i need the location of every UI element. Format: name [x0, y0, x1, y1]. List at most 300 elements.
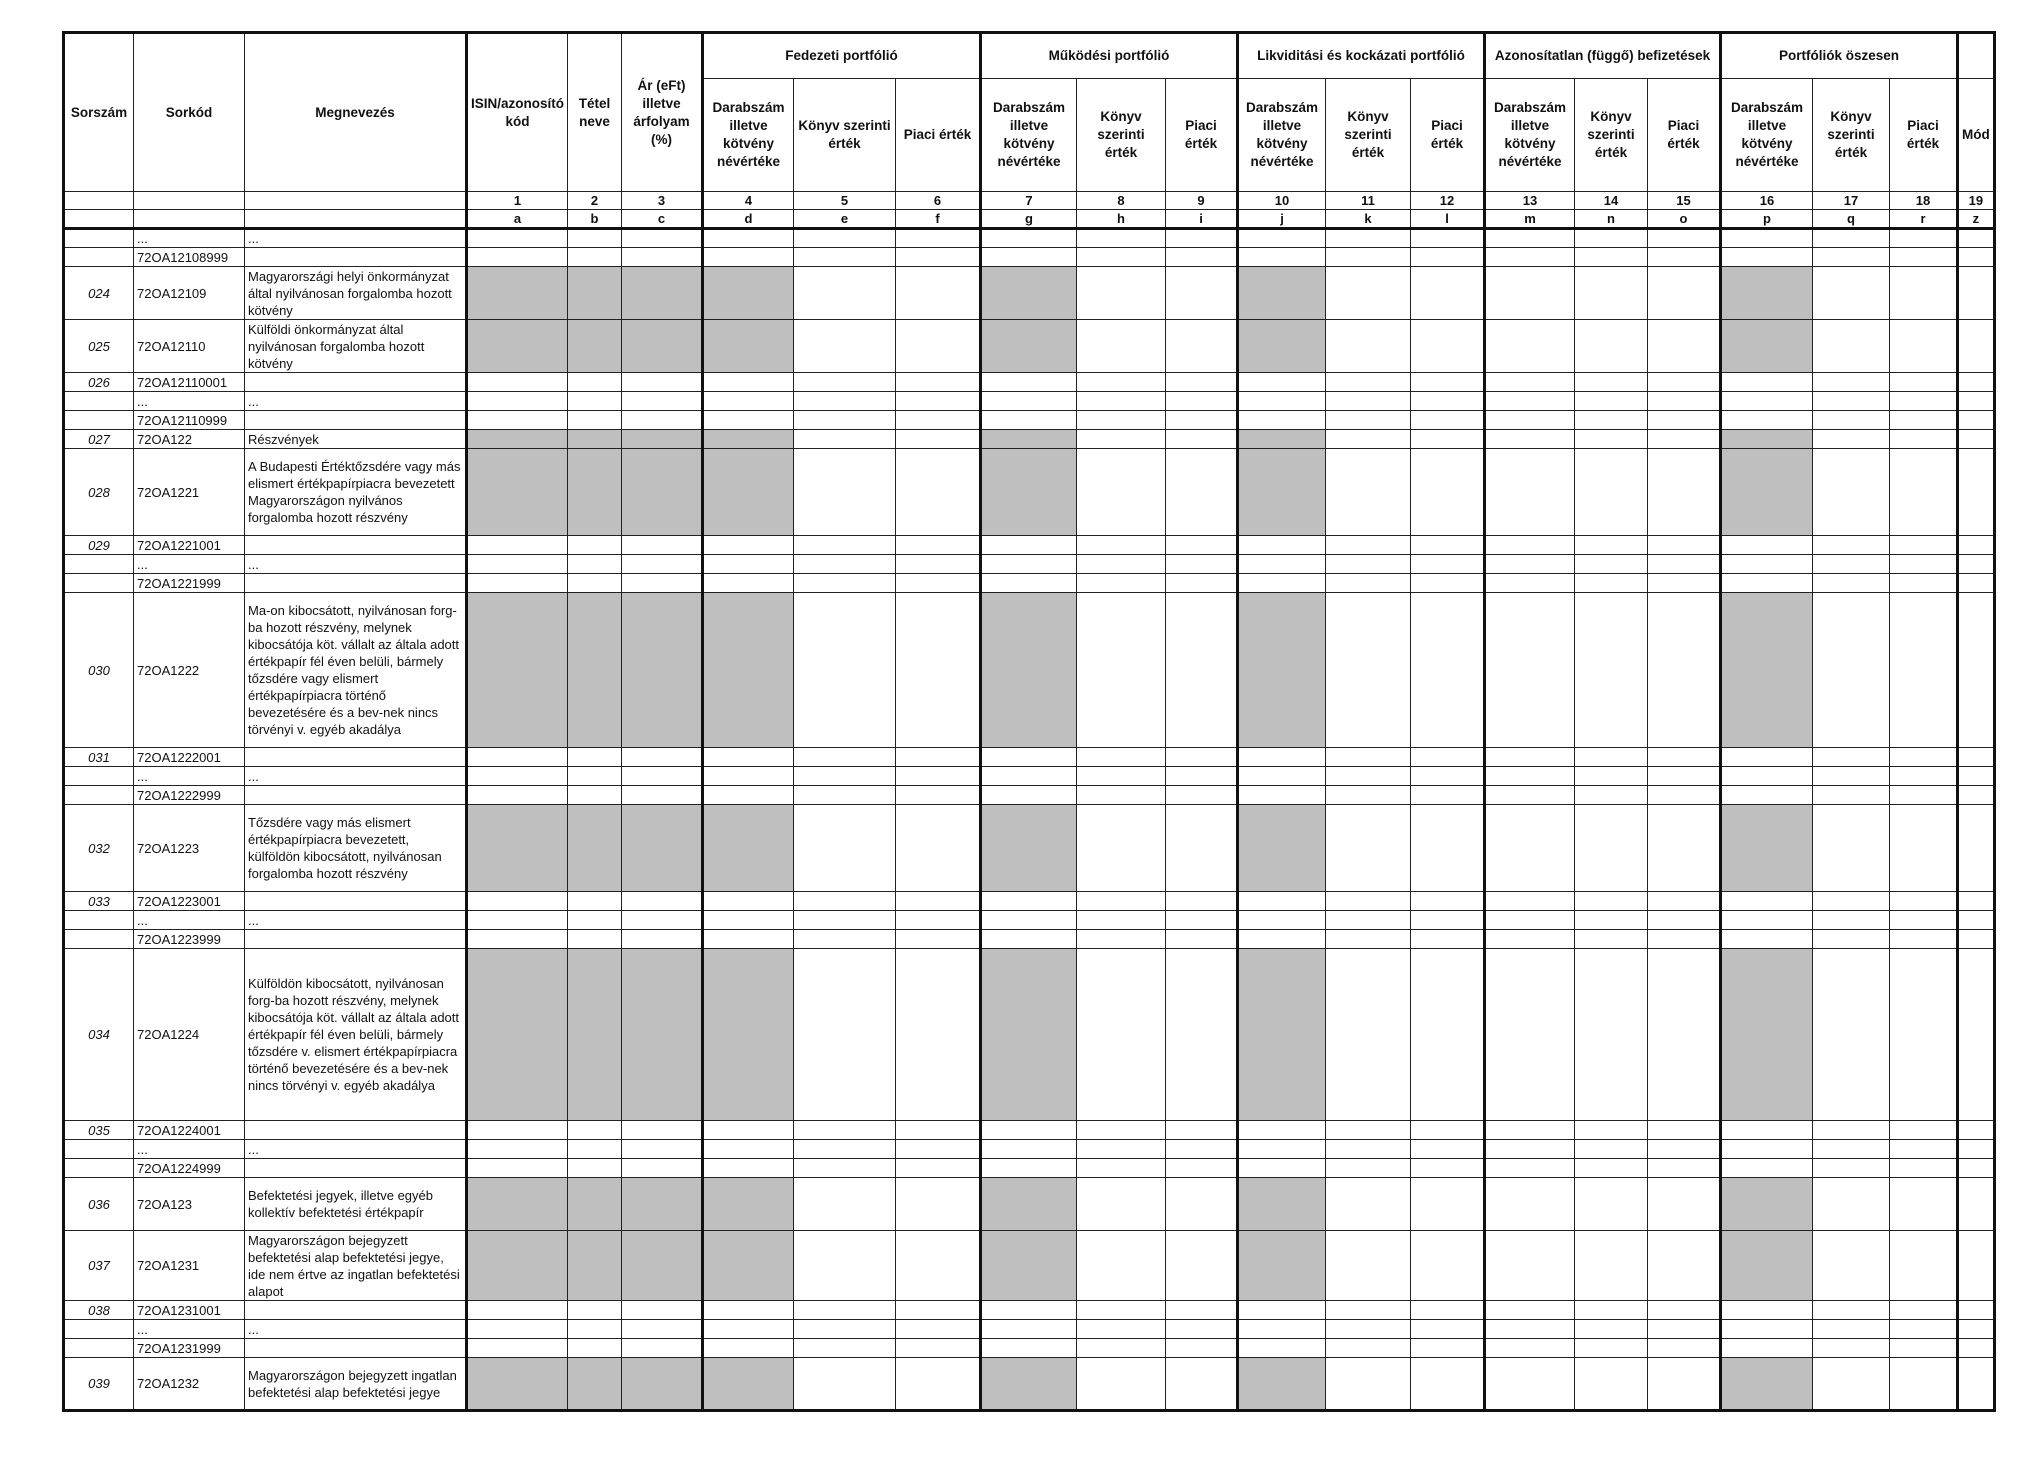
value-cell[interactable]: [1326, 411, 1411, 430]
value-cell[interactable]: [467, 449, 568, 536]
value-cell[interactable]: [622, 1358, 703, 1411]
value-cell[interactable]: [1648, 1358, 1721, 1411]
value-cell[interactable]: [1958, 411, 1995, 430]
value-cell[interactable]: [467, 1320, 568, 1339]
value-cell[interactable]: [981, 930, 1077, 949]
value-cell[interactable]: [1485, 1301, 1575, 1320]
value-cell[interactable]: [981, 267, 1077, 320]
value-cell[interactable]: [1238, 411, 1326, 430]
value-cell[interactable]: [1166, 1301, 1238, 1320]
value-cell[interactable]: [1813, 392, 1890, 411]
value-cell[interactable]: [1575, 805, 1648, 892]
value-cell[interactable]: [467, 911, 568, 930]
value-cell[interactable]: [1890, 248, 1958, 267]
value-cell[interactable]: [568, 1339, 622, 1358]
value-cell[interactable]: [1958, 930, 1995, 949]
value-cell[interactable]: [1238, 1121, 1326, 1140]
value-cell[interactable]: [1238, 748, 1326, 767]
value-cell[interactable]: [1411, 1339, 1485, 1358]
value-cell[interactable]: [1890, 930, 1958, 949]
value-cell[interactable]: [981, 1140, 1077, 1159]
value-cell[interactable]: [1575, 930, 1648, 949]
value-cell[interactable]: [1575, 748, 1648, 767]
value-cell[interactable]: [1485, 449, 1575, 536]
value-cell[interactable]: [1648, 1320, 1721, 1339]
value-cell[interactable]: [1721, 930, 1813, 949]
value-cell[interactable]: [1721, 1339, 1813, 1358]
value-cell[interactable]: [1813, 449, 1890, 536]
value-cell[interactable]: [1813, 1140, 1890, 1159]
value-cell[interactable]: [896, 449, 981, 536]
value-cell[interactable]: [1077, 748, 1166, 767]
value-cell[interactable]: [1166, 392, 1238, 411]
value-cell[interactable]: [1575, 1358, 1648, 1411]
value-cell[interactable]: [622, 430, 703, 449]
value-cell[interactable]: [568, 430, 622, 449]
value-cell[interactable]: [1077, 1231, 1166, 1301]
value-cell[interactable]: [981, 1231, 1077, 1301]
value-cell[interactable]: [568, 449, 622, 536]
value-cell[interactable]: [1648, 248, 1721, 267]
value-cell[interactable]: [794, 911, 896, 930]
value-cell[interactable]: [467, 536, 568, 555]
value-cell[interactable]: [467, 574, 568, 593]
value-cell[interactable]: [568, 911, 622, 930]
value-cell[interactable]: [1485, 1231, 1575, 1301]
value-cell[interactable]: [1166, 949, 1238, 1121]
value-cell[interactable]: [1485, 786, 1575, 805]
value-cell[interactable]: [1721, 911, 1813, 930]
value-cell[interactable]: [1648, 748, 1721, 767]
value-cell[interactable]: [1958, 320, 1995, 373]
value-cell[interactable]: [981, 1301, 1077, 1320]
value-cell[interactable]: [1890, 449, 1958, 536]
value-cell[interactable]: [622, 1339, 703, 1358]
value-cell[interactable]: [1238, 430, 1326, 449]
value-cell[interactable]: [1411, 229, 1485, 248]
value-cell[interactable]: [1326, 1140, 1411, 1159]
value-cell[interactable]: [794, 229, 896, 248]
value-cell[interactable]: [703, 1358, 794, 1411]
value-cell[interactable]: [467, 1178, 568, 1231]
value-cell[interactable]: [981, 248, 1077, 267]
value-cell[interactable]: [1648, 574, 1721, 593]
value-cell[interactable]: [1166, 767, 1238, 786]
value-cell[interactable]: [467, 1121, 568, 1140]
value-cell[interactable]: [467, 411, 568, 430]
value-cell[interactable]: [1238, 536, 1326, 555]
value-cell[interactable]: [1721, 449, 1813, 536]
value-cell[interactable]: [703, 430, 794, 449]
value-cell[interactable]: [622, 320, 703, 373]
value-cell[interactable]: [1575, 949, 1648, 1121]
value-cell[interactable]: [1238, 805, 1326, 892]
value-cell[interactable]: [1238, 555, 1326, 574]
value-cell[interactable]: [794, 1121, 896, 1140]
value-cell[interactable]: [1958, 1140, 1995, 1159]
value-cell[interactable]: [568, 320, 622, 373]
value-cell[interactable]: [1648, 1301, 1721, 1320]
value-cell[interactable]: [1326, 1159, 1411, 1178]
value-cell[interactable]: [1721, 593, 1813, 748]
value-cell[interactable]: [1077, 449, 1166, 536]
value-cell[interactable]: [1326, 593, 1411, 748]
value-cell[interactable]: [467, 320, 568, 373]
value-cell[interactable]: [1958, 392, 1995, 411]
value-cell[interactable]: [1721, 574, 1813, 593]
value-cell[interactable]: [1326, 392, 1411, 411]
value-cell[interactable]: [896, 1140, 981, 1159]
value-cell[interactable]: [1485, 930, 1575, 949]
value-cell[interactable]: [703, 949, 794, 1121]
value-cell[interactable]: [896, 786, 981, 805]
value-cell[interactable]: [1721, 1178, 1813, 1231]
value-cell[interactable]: [1958, 911, 1995, 930]
value-cell[interactable]: [794, 1140, 896, 1159]
value-cell[interactable]: [1890, 392, 1958, 411]
value-cell[interactable]: [568, 1358, 622, 1411]
value-cell[interactable]: [467, 248, 568, 267]
value-cell[interactable]: [1238, 1178, 1326, 1231]
value-cell[interactable]: [1890, 229, 1958, 248]
value-cell[interactable]: [568, 786, 622, 805]
value-cell[interactable]: [1326, 1358, 1411, 1411]
value-cell[interactable]: [981, 320, 1077, 373]
value-cell[interactable]: [981, 373, 1077, 392]
value-cell[interactable]: [1485, 1178, 1575, 1231]
value-cell[interactable]: [1890, 536, 1958, 555]
value-cell[interactable]: [1166, 574, 1238, 593]
value-cell[interactable]: [1721, 767, 1813, 786]
value-cell[interactable]: [1648, 949, 1721, 1121]
value-cell[interactable]: [1485, 430, 1575, 449]
value-cell[interactable]: [794, 748, 896, 767]
value-cell[interactable]: [1326, 1121, 1411, 1140]
value-cell[interactable]: [1485, 949, 1575, 1121]
value-cell[interactable]: [1648, 892, 1721, 911]
value-cell[interactable]: [1166, 1320, 1238, 1339]
value-cell[interactable]: [1575, 574, 1648, 593]
value-cell[interactable]: [1813, 430, 1890, 449]
value-cell[interactable]: [1326, 248, 1411, 267]
value-cell[interactable]: [1485, 593, 1575, 748]
value-cell[interactable]: [1485, 1358, 1575, 1411]
value-cell[interactable]: [1077, 1301, 1166, 1320]
value-cell[interactable]: [1958, 1339, 1995, 1358]
value-cell[interactable]: [896, 1301, 981, 1320]
value-cell[interactable]: [1166, 1178, 1238, 1231]
value-cell[interactable]: [1575, 1178, 1648, 1231]
value-cell[interactable]: [1238, 593, 1326, 748]
value-cell[interactable]: [1813, 1159, 1890, 1178]
value-cell[interactable]: [896, 1159, 981, 1178]
value-cell[interactable]: [1813, 786, 1890, 805]
value-cell[interactable]: [896, 536, 981, 555]
value-cell[interactable]: [1238, 1159, 1326, 1178]
value-cell[interactable]: [1958, 949, 1995, 1121]
value-cell[interactable]: [1890, 430, 1958, 449]
value-cell[interactable]: [1890, 1178, 1958, 1231]
value-cell[interactable]: [1575, 1159, 1648, 1178]
value-cell[interactable]: [1411, 430, 1485, 449]
value-cell[interactable]: [1813, 1358, 1890, 1411]
value-cell[interactable]: [896, 574, 981, 593]
value-cell[interactable]: [896, 805, 981, 892]
value-cell[interactable]: [1411, 1231, 1485, 1301]
value-cell[interactable]: [794, 320, 896, 373]
value-cell[interactable]: [1958, 767, 1995, 786]
value-cell[interactable]: [1648, 767, 1721, 786]
value-cell[interactable]: [1238, 392, 1326, 411]
value-cell[interactable]: [1575, 536, 1648, 555]
value-cell[interactable]: [1411, 574, 1485, 593]
value-cell[interactable]: [794, 1159, 896, 1178]
value-cell[interactable]: [1648, 911, 1721, 930]
value-cell[interactable]: [1648, 1178, 1721, 1231]
value-cell[interactable]: [1721, 536, 1813, 555]
value-cell[interactable]: [1077, 949, 1166, 1121]
value-cell[interactable]: [1238, 267, 1326, 320]
value-cell[interactable]: [1077, 911, 1166, 930]
value-cell[interactable]: [1958, 593, 1995, 748]
value-cell[interactable]: [1326, 949, 1411, 1121]
value-cell[interactable]: [1166, 229, 1238, 248]
value-cell[interactable]: [703, 748, 794, 767]
value-cell[interactable]: [467, 892, 568, 911]
value-cell[interactable]: [1077, 373, 1166, 392]
value-cell[interactable]: [981, 1358, 1077, 1411]
value-cell[interactable]: [1411, 1121, 1485, 1140]
value-cell[interactable]: [1890, 373, 1958, 392]
value-cell[interactable]: [1485, 1339, 1575, 1358]
value-cell[interactable]: [703, 930, 794, 949]
value-cell[interactable]: [1575, 1121, 1648, 1140]
value-cell[interactable]: [981, 536, 1077, 555]
value-cell[interactable]: [1648, 392, 1721, 411]
value-cell[interactable]: [1077, 267, 1166, 320]
value-cell[interactable]: [794, 1339, 896, 1358]
value-cell[interactable]: [1485, 248, 1575, 267]
value-cell[interactable]: [1575, 267, 1648, 320]
value-cell[interactable]: [1890, 767, 1958, 786]
value-cell[interactable]: [1411, 949, 1485, 1121]
value-cell[interactable]: [1077, 786, 1166, 805]
value-cell[interactable]: [1721, 392, 1813, 411]
value-cell[interactable]: [1238, 449, 1326, 536]
value-cell[interactable]: [1077, 536, 1166, 555]
value-cell[interactable]: [622, 1301, 703, 1320]
value-cell[interactable]: [1166, 786, 1238, 805]
value-cell[interactable]: [1411, 786, 1485, 805]
value-cell[interactable]: [467, 1358, 568, 1411]
value-cell[interactable]: [1958, 1159, 1995, 1178]
value-cell[interactable]: [896, 229, 981, 248]
value-cell[interactable]: [1813, 1339, 1890, 1358]
value-cell[interactable]: [1238, 1320, 1326, 1339]
value-cell[interactable]: [622, 373, 703, 392]
value-cell[interactable]: [896, 892, 981, 911]
value-cell[interactable]: [568, 949, 622, 1121]
value-cell[interactable]: [1411, 1320, 1485, 1339]
value-cell[interactable]: [703, 1301, 794, 1320]
value-cell[interactable]: [1648, 536, 1721, 555]
value-cell[interactable]: [622, 449, 703, 536]
value-cell[interactable]: [568, 1178, 622, 1231]
value-cell[interactable]: [794, 267, 896, 320]
value-cell[interactable]: [896, 748, 981, 767]
value-cell[interactable]: [794, 805, 896, 892]
value-cell[interactable]: [1575, 593, 1648, 748]
value-cell[interactable]: [568, 805, 622, 892]
value-cell[interactable]: [981, 1159, 1077, 1178]
value-cell[interactable]: [703, 911, 794, 930]
value-cell[interactable]: [1813, 574, 1890, 593]
value-cell[interactable]: [622, 949, 703, 1121]
value-cell[interactable]: [568, 267, 622, 320]
value-cell[interactable]: [1077, 1159, 1166, 1178]
value-cell[interactable]: [896, 373, 981, 392]
value-cell[interactable]: [568, 1301, 622, 1320]
value-cell[interactable]: [703, 449, 794, 536]
value-cell[interactable]: [981, 229, 1077, 248]
value-cell[interactable]: [703, 1339, 794, 1358]
value-cell[interactable]: [1166, 411, 1238, 430]
value-cell[interactable]: [1958, 574, 1995, 593]
value-cell[interactable]: [1238, 767, 1326, 786]
value-cell[interactable]: [1721, 1231, 1813, 1301]
value-cell[interactable]: [703, 1121, 794, 1140]
value-cell[interactable]: [1648, 555, 1721, 574]
value-cell[interactable]: [1958, 1121, 1995, 1140]
value-cell[interactable]: [981, 767, 1077, 786]
value-cell[interactable]: [568, 229, 622, 248]
value-cell[interactable]: [896, 320, 981, 373]
value-cell[interactable]: [1166, 248, 1238, 267]
value-cell[interactable]: [1648, 1140, 1721, 1159]
value-cell[interactable]: [1326, 574, 1411, 593]
value-cell[interactable]: [568, 555, 622, 574]
value-cell[interactable]: [1958, 1320, 1995, 1339]
value-cell[interactable]: [1648, 805, 1721, 892]
value-cell[interactable]: [1411, 593, 1485, 748]
value-cell[interactable]: [1485, 320, 1575, 373]
value-cell[interactable]: [703, 1231, 794, 1301]
value-cell[interactable]: [622, 411, 703, 430]
value-cell[interactable]: [1166, 536, 1238, 555]
value-cell[interactable]: [1890, 786, 1958, 805]
value-cell[interactable]: [1411, 449, 1485, 536]
value-cell[interactable]: [1326, 267, 1411, 320]
value-cell[interactable]: [1721, 1358, 1813, 1411]
value-cell[interactable]: [1721, 229, 1813, 248]
value-cell[interactable]: [467, 392, 568, 411]
value-cell[interactable]: [1326, 930, 1411, 949]
value-cell[interactable]: [1238, 949, 1326, 1121]
value-cell[interactable]: [1166, 1231, 1238, 1301]
value-cell[interactable]: [1077, 1121, 1166, 1140]
value-cell[interactable]: [622, 930, 703, 949]
value-cell[interactable]: [1575, 786, 1648, 805]
value-cell[interactable]: [1166, 892, 1238, 911]
value-cell[interactable]: [1721, 748, 1813, 767]
value-cell[interactable]: [1411, 748, 1485, 767]
value-cell[interactable]: [1485, 1140, 1575, 1159]
value-cell[interactable]: [467, 949, 568, 1121]
value-cell[interactable]: [1575, 1140, 1648, 1159]
value-cell[interactable]: [1326, 1339, 1411, 1358]
value-cell[interactable]: [1166, 930, 1238, 949]
value-cell[interactable]: [794, 248, 896, 267]
value-cell[interactable]: [1485, 229, 1575, 248]
value-cell[interactable]: [1485, 1320, 1575, 1339]
value-cell[interactable]: [896, 411, 981, 430]
value-cell[interactable]: [1238, 320, 1326, 373]
value-cell[interactable]: [1575, 229, 1648, 248]
value-cell[interactable]: [467, 1231, 568, 1301]
value-cell[interactable]: [1648, 373, 1721, 392]
value-cell[interactable]: [1077, 1320, 1166, 1339]
value-cell[interactable]: [896, 430, 981, 449]
value-cell[interactable]: [1411, 892, 1485, 911]
value-cell[interactable]: [1077, 430, 1166, 449]
value-cell[interactable]: [622, 805, 703, 892]
value-cell[interactable]: [703, 1178, 794, 1231]
value-cell[interactable]: [467, 1140, 568, 1159]
value-cell[interactable]: [1721, 267, 1813, 320]
value-cell[interactable]: [1411, 805, 1485, 892]
value-cell[interactable]: [1411, 911, 1485, 930]
value-cell[interactable]: [1238, 1231, 1326, 1301]
value-cell[interactable]: [1485, 892, 1575, 911]
value-cell[interactable]: [1238, 1140, 1326, 1159]
value-cell[interactable]: [1326, 1320, 1411, 1339]
value-cell[interactable]: [622, 593, 703, 748]
value-cell[interactable]: [1648, 411, 1721, 430]
value-cell[interactable]: [1575, 392, 1648, 411]
value-cell[interactable]: [1326, 373, 1411, 392]
value-cell[interactable]: [794, 574, 896, 593]
value-cell[interactable]: [1958, 1358, 1995, 1411]
value-cell[interactable]: [1238, 892, 1326, 911]
value-cell[interactable]: [1326, 767, 1411, 786]
value-cell[interactable]: [794, 1358, 896, 1411]
value-cell[interactable]: [1890, 320, 1958, 373]
value-cell[interactable]: [1326, 786, 1411, 805]
value-cell[interactable]: [1575, 892, 1648, 911]
value-cell[interactable]: [568, 767, 622, 786]
value-cell[interactable]: [568, 574, 622, 593]
value-cell[interactable]: [1890, 805, 1958, 892]
value-cell[interactable]: [1166, 1339, 1238, 1358]
value-cell[interactable]: [1890, 911, 1958, 930]
value-cell[interactable]: [568, 392, 622, 411]
value-cell[interactable]: [467, 229, 568, 248]
value-cell[interactable]: [568, 930, 622, 949]
value-cell[interactable]: [1411, 536, 1485, 555]
value-cell[interactable]: [1326, 1178, 1411, 1231]
value-cell[interactable]: [1721, 949, 1813, 1121]
value-cell[interactable]: [1648, 930, 1721, 949]
value-cell[interactable]: [1077, 1140, 1166, 1159]
value-cell[interactable]: [1721, 786, 1813, 805]
value-cell[interactable]: [703, 767, 794, 786]
value-cell[interactable]: [622, 786, 703, 805]
value-cell[interactable]: [1890, 267, 1958, 320]
value-cell[interactable]: [1485, 911, 1575, 930]
value-cell[interactable]: [703, 248, 794, 267]
value-cell[interactable]: [1238, 1339, 1326, 1358]
value-cell[interactable]: [622, 767, 703, 786]
